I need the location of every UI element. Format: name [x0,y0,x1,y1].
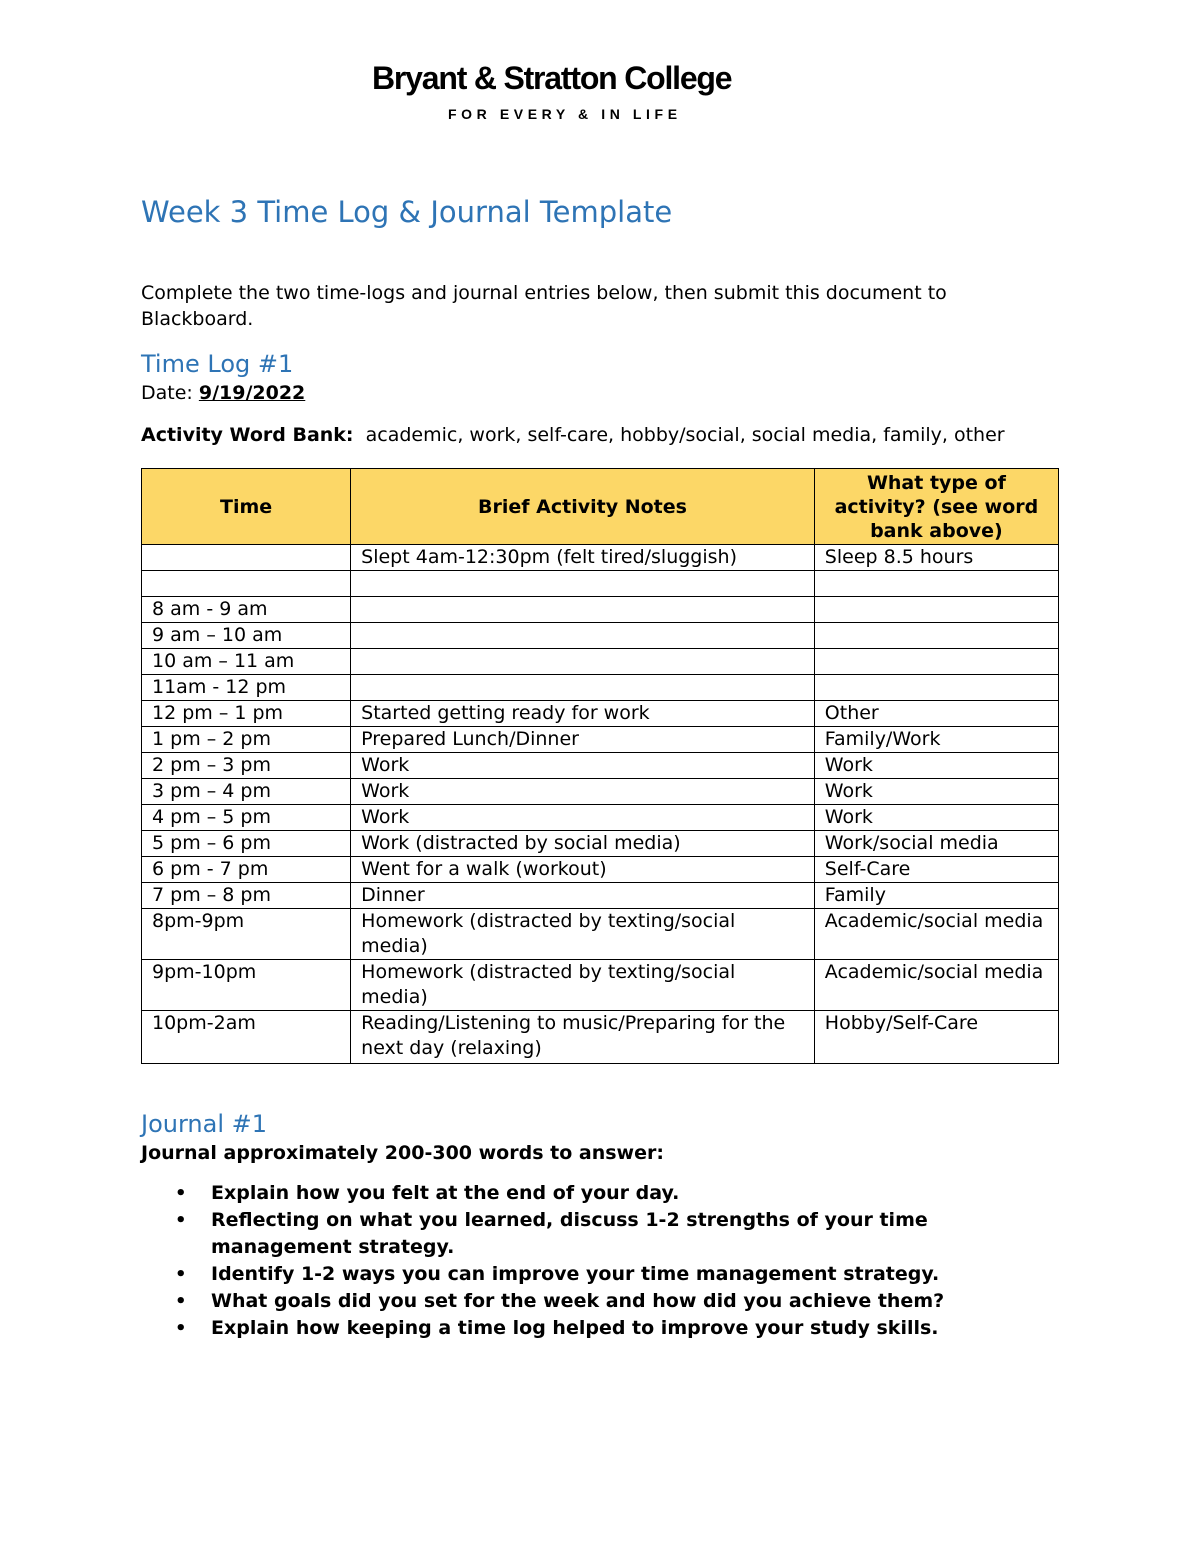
bullet-icon: • [175,1183,187,1204]
cell-activity-notes [351,675,815,701]
cell-activity-type [814,675,1058,701]
cell-activity-type [814,649,1058,675]
bullet-text: Reflecting on what you learned, discuss 1-2 strengths of your time management strategy. [211,1209,928,1258]
cell-activity-notes: Slept 4am-12:30pm (felt tired/sluggish) [351,545,815,571]
cell-time: 2 pm – 3 pm [142,753,351,779]
cell-activity-type: Work [814,805,1058,831]
journal-section [141,1108,1061,1342]
college-logo [372,60,802,122]
column-header-notes: Brief Activity Notes [351,469,815,545]
cell-time: 11am - 12 pm [142,675,351,701]
table-row [142,805,1059,831]
list-item [175,1315,1061,1342]
cell-activity-type: Academic/social media [814,960,1058,1011]
cell-activity-notes: Work [351,805,815,831]
bullet-text: Identify 1-2 ways you can improve your time management strategy. [211,1263,940,1285]
cell-time: 10pm-2am [142,1011,351,1064]
cell-activity-type [814,623,1058,649]
time-log-heading: Time Log #1 [141,350,294,378]
cell-activity-notes [351,597,815,623]
cell-activity-type: Family [814,883,1058,909]
cell-activity-notes [351,623,815,649]
table-row [142,597,1059,623]
cell-activity-type: Sleep 8.5 hours [814,545,1058,571]
cell-activity-notes: Work (distracted by social media) [351,831,815,857]
cell-activity-notes [351,571,815,597]
table-row [142,960,1059,1011]
table-row [142,649,1059,675]
table-row [142,623,1059,649]
list-item [175,1207,1061,1261]
cell-time: 7 pm – 8 pm [142,883,351,909]
cell-time [142,545,351,571]
cell-activity-notes: Work [351,753,815,779]
logo-name: Bryant & Stratton College [372,60,732,96]
time-log-body [142,545,1059,1064]
table-row [142,545,1059,571]
table-row [142,857,1059,883]
page-title: Week 3 Time Log & Journal Template [141,195,673,229]
word-bank [141,422,1061,448]
table-row [142,883,1059,909]
cell-activity-notes [351,649,815,675]
date-label: Date: [141,382,199,404]
cell-activity-notes: Homework (distracted by texting/social media) [351,960,815,1011]
cell-activity-type: Other [814,701,1058,727]
cell-time: 5 pm – 6 pm [142,831,351,857]
journal-heading: Journal #1 [141,1110,268,1138]
bullet-text: Explain how keeping a time log helped to improve your study skills. [211,1317,939,1339]
cell-time: 1 pm – 2 pm [142,727,351,753]
table-row [142,701,1059,727]
bullet-icon: • [175,1264,187,1285]
table-row [142,909,1059,960]
journal-prompt: Journal approximately 200-300 words to answer: [141,1142,664,1164]
table-header-row [142,469,1059,545]
table-row [142,831,1059,857]
list-item [175,1288,1061,1315]
cell-activity-notes: Started getting ready for work [351,701,815,727]
cell-activity-type: Work/social media [814,831,1058,857]
bullet-icon: • [175,1291,187,1312]
journal-bullet-list [141,1180,1061,1342]
cell-time [142,571,351,597]
column-header-time: Time [142,469,351,545]
table-row [142,1011,1059,1064]
cell-activity-notes: Went for a walk (workout) [351,857,815,883]
table-row [142,675,1059,701]
bullet-text: What goals did you set for the week and how did you achieve them? [211,1290,945,1312]
cell-time: 10 am – 11 am [142,649,351,675]
column-header-type: What type of activity? (see word bank above) [814,469,1058,545]
cell-time: 4 pm – 5 pm [142,805,351,831]
list-item [175,1180,1061,1207]
time-log-table [141,468,1059,1064]
cell-time: 12 pm – 1 pm [142,701,351,727]
cell-activity-notes: Homework (distracted by texting/social media) [351,909,815,960]
cell-activity-notes: Work [351,779,815,805]
cell-activity-type: Family/Work [814,727,1058,753]
table-row [142,571,1059,597]
list-item [175,1261,1061,1288]
cell-activity-notes: Reading/Listening to music/Preparing for the next day (relaxing) [351,1011,815,1064]
table-row [142,753,1059,779]
cell-activity-type: Hobby/Self-Care [814,1011,1058,1064]
cell-activity-type: Work [814,779,1058,805]
cell-activity-notes: Dinner [351,883,815,909]
cell-time: 6 pm - 7 pm [142,857,351,883]
cell-activity-type: Academic/social media [814,909,1058,960]
cell-time: 9pm-10pm [142,960,351,1011]
bullet-icon: • [175,1318,187,1339]
cell-activity-type [814,597,1058,623]
bullet-text: Explain how you felt at the end of your day. [211,1182,680,1204]
table-row [142,779,1059,805]
date-line [141,380,1061,406]
cell-time: 3 pm – 4 pm [142,779,351,805]
date-value: 9/19/2022 [198,382,306,404]
cell-activity-notes: Prepared Lunch/Dinner [351,727,815,753]
cell-time: 9 am – 10 am [142,623,351,649]
intro-text: Complete the two time-logs and journal entries below, then submit this document to Blackboard. [141,282,947,330]
word-bank-label: Activity Word Bank: [141,424,354,446]
cell-activity-type: Work [814,753,1058,779]
table-row [142,727,1059,753]
document-body [141,192,1061,1342]
logo-tagline: FOR EVERY & IN LIFE [448,106,682,122]
cell-activity-type [814,571,1058,597]
cell-activity-type: Self-Care [814,857,1058,883]
cell-time: 8pm-9pm [142,909,351,960]
cell-time: 8 am - 9 am [142,597,351,623]
bullet-icon: • [175,1210,187,1231]
word-bank-text: academic, work, self-care, hobby/social, social media, family, other [353,424,1005,446]
